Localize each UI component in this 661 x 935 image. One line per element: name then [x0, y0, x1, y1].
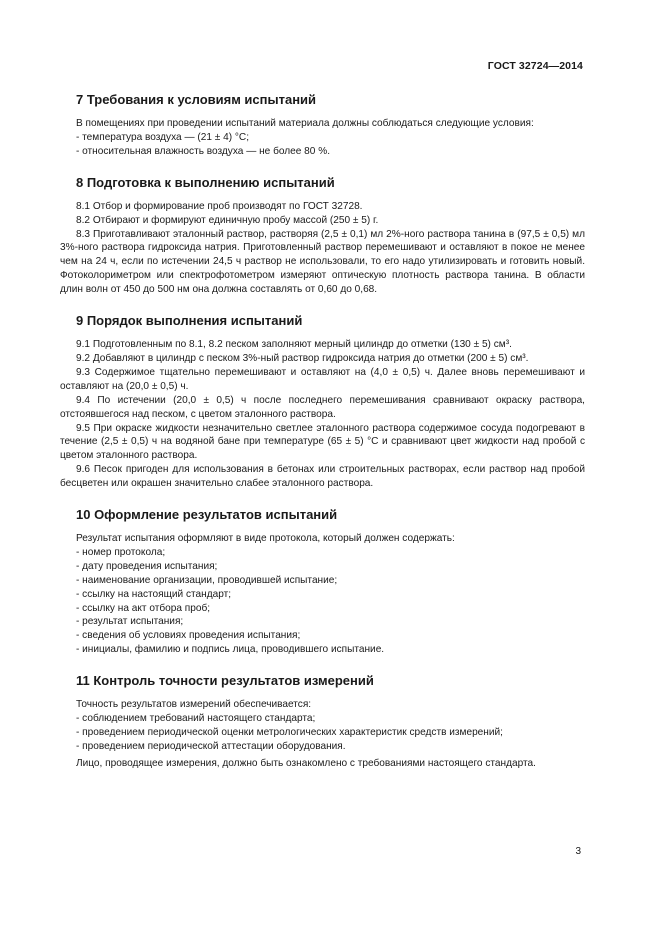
paragraph: Лицо, проводящее измерения, должно быть ознакомлено с требованиями настоящего стандарта. — [76, 757, 536, 769]
paragraph: 9.1 Подготовленным по 8.1, 8.2 песком заполняют мерный цилиндр до отметки (130 ± 5) см³. — [76, 339, 512, 351]
paragraph: 8.3 Приготавливают эталонный раствор, растворяя (2,5 ± 0,1) мл 2%-ного раствора танина в (97,5 ± 0,5) мл 3%-ного раствора гидроксида натрия. Приготовленный раствор перемешивают и оставляют в покое не менее чем на 24 ч, если по истечении 24,5 ч раствор не использовали, то его надо утилизировать и готовить новый. Фотоколориметром или спектрофотометром измеряют оптическую плотность раствора танина. В области длин волн от 450 до 500 нм она должна составлять от 0,60 до 0,68. — [60, 228, 585, 296]
list-item: - наименование организации, проводившей испытание; — [76, 574, 338, 586]
list-item: - температура воздуха — (21 ± 4) °С; — [76, 131, 250, 143]
list-item: - ссылку на настоящий стандарт; — [76, 588, 232, 600]
section-title: 7 Требования к условиям испытаний — [76, 92, 317, 107]
list-item: - проведением периодической аттестации оборудования. — [76, 740, 346, 752]
page-number: 3 — [575, 846, 581, 857]
list-item: - дату проведения испытания; — [76, 560, 218, 572]
list-item: - сведения об условиях проведения испытания; — [76, 630, 301, 642]
section-8 — [60, 175, 585, 297]
list-item: - ссылку на акт отбора проб; — [76, 602, 211, 614]
document-code: ГОСТ 32724—2014 — [487, 60, 583, 72]
paragraph: 9.2 Добавляют в цилиндр с песком 3%-ный раствор гидроксида натрия до отметки (200 ± 5) см³. — [76, 352, 529, 364]
paragraph: В помещениях при проведении испытаний материала должны соблюдаться следующие условия: — [76, 118, 534, 129]
paragraph: Результат испытания оформляют в виде протокола, который должен содержать: — [76, 533, 455, 545]
document-body — [60, 92, 585, 787]
paragraph: 9.4 По истечении (20,0 ± 0,5) ч после последнего перемешивания сравнивают окраску раствора, отстоявшегося над песком, с цветом эталонного раствора. — [60, 394, 585, 420]
section-10 — [60, 507, 585, 657]
section-7 — [60, 92, 585, 159]
section-11 — [60, 673, 585, 771]
section-9 — [60, 313, 585, 491]
paragraph: Точность результатов измерений обеспечивается: — [76, 699, 312, 711]
list-item: - номер протокола; — [76, 546, 166, 558]
paragraph: 9.6 Песок пригоден для использования в бетонах или строительных растворах, если раствор над пробой бесцветен или окрашен значительно слабее эталонного раствора. — [60, 464, 585, 490]
list-item: - относительная влажность воздуха — не более 80 %. — [76, 145, 330, 157]
list-item: - инициалы, фамилию и подпись лица, проводившего испытание. — [76, 644, 385, 656]
list-item: - соблюдением требований настоящего стандарта; — [76, 713, 316, 725]
list-item: - проведением периодической оценки метрологических характеристик средств измерений; — [76, 727, 503, 738]
section-title: 11 Контроль точности результатов измерений — [76, 673, 374, 689]
paragraph: 8.2 Отбирают и формируют единичную пробу массой (250 ± 5) г. — [76, 214, 379, 226]
list-item: - результат испытания; — [76, 616, 184, 628]
paragraph: 8.1 Отбор и формирование проб производят по ГОСТ 32728. — [76, 200, 363, 212]
section-title: 9 Порядок выполнения испытаний — [76, 313, 303, 329]
section-title: 8 Подготовка к выполнению испытаний — [76, 174, 335, 190]
paragraph: 9.5 При окраске жидкости незначительно светлее эталонного раствора содержимое сосуда подогревают в течение (2,5 ± 0,5) ч на водяной бане при температуре (65 ± 5) °С и сравнивают цвет жидкости над пробой с цветом эталонного раствора. — [60, 422, 585, 462]
section-title: 10 Оформление результатов испытаний — [76, 507, 338, 523]
paragraph: 9.3 Содержимое тщательно перемешивают и оставляют на (4,0 ± 0,5) ч. Далее вновь перемешивают и оставляют на (20,0 ± 0,5) ч. — [60, 366, 585, 392]
